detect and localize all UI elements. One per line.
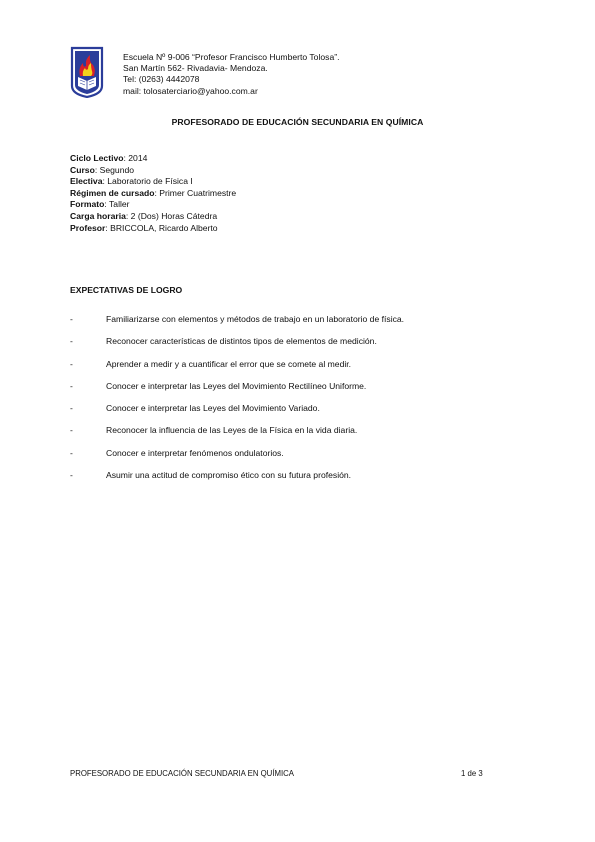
info-row-electiva	[70, 176, 236, 188]
school-info	[123, 52, 339, 97]
info-value: : Primer Cuatrimestre	[154, 187, 237, 198]
page-title: PROFESORADO DE EDUCACIÓN SECUNDARIA EN QUÍMICA	[171, 117, 424, 127]
info-label: Electiva	[70, 176, 103, 187]
info-row-curso	[70, 165, 236, 177]
info-label: Carga horaria	[70, 210, 126, 221]
bullet-dash: -	[70, 425, 73, 436]
info-value: : Taller	[104, 199, 130, 210]
info-label: Profesor	[70, 222, 106, 233]
footer-title: PROFESORADO DE EDUCACIÓN SECUNDARIA EN QUÍMICA	[70, 769, 294, 778]
info-value: : Laboratorio de Física I	[102, 176, 193, 187]
bullet-dash: -	[70, 336, 73, 347]
school-crest-icon	[70, 46, 104, 98]
page-number: 1 de 3	[461, 769, 483, 778]
bullet-dash: -	[70, 470, 73, 481]
school-name: Escuela Nº 9-006 “Profesor Francisco Humberto Tolosa”.	[123, 52, 340, 62]
info-row-formato	[70, 199, 236, 211]
bullet-dash: -	[70, 314, 73, 324]
bullet-dash: -	[70, 358, 73, 369]
info-row-profesor	[70, 223, 236, 235]
info-row-carga	[70, 211, 236, 223]
info-value: : Segundo	[94, 164, 135, 175]
info-value: : 2 (Dos) Horas Cátedra	[125, 210, 218, 221]
info-value: : 2014	[123, 153, 148, 163]
school-email: mail: tolosaterciario@yahoo.com.ar	[123, 85, 258, 96]
course-info	[70, 153, 236, 234]
list-item-text: Asumir una actitud de compromiso ético con su futura profesión.	[106, 470, 352, 481]
section-heading: EXPECTATIVAS DE LOGRO	[70, 285, 183, 295]
school-phone: Tel: (0263) 4442078	[123, 74, 200, 85]
bullet-dash: -	[70, 380, 73, 391]
list-item-text: Conocer e interpretar las Leyes del Movimiento Rectilíneo Uniforme.	[106, 380, 367, 391]
info-label: Curso	[70, 164, 95, 175]
school-address: San Martín 562- Rivadavia- Mendoza.	[123, 63, 268, 74]
list-item-text: Reconocer características de distintos tipos de elementos de medición.	[106, 336, 377, 347]
info-label: Ciclo Lectivo	[70, 153, 124, 163]
list-item-text: Aprender a medir y a cuantificar el error que se comete al medir.	[106, 358, 352, 369]
bullet-dash: -	[70, 447, 73, 458]
info-row-regimen	[70, 188, 236, 200]
info-value: : BRICCOLA, Ricardo Alberto	[105, 222, 218, 233]
list-item-text: Conocer e interpretar las Leyes del Movimiento Variado.	[106, 403, 320, 414]
info-label: Régimen de cursado	[70, 187, 155, 198]
list-item-text: Reconocer la influencia de las Leyes de la Física en la vida diaria.	[106, 425, 358, 436]
bullet-dash: -	[70, 403, 73, 414]
list-item-text: Familiarizarse con elementos y métodos de trabajo en un laboratorio de física.	[106, 314, 405, 324]
list-item-text: Conocer e interpretar fenómenos ondulatorios.	[106, 447, 284, 458]
info-row-ciclo	[70, 153, 236, 165]
info-label: Formato	[70, 199, 105, 210]
